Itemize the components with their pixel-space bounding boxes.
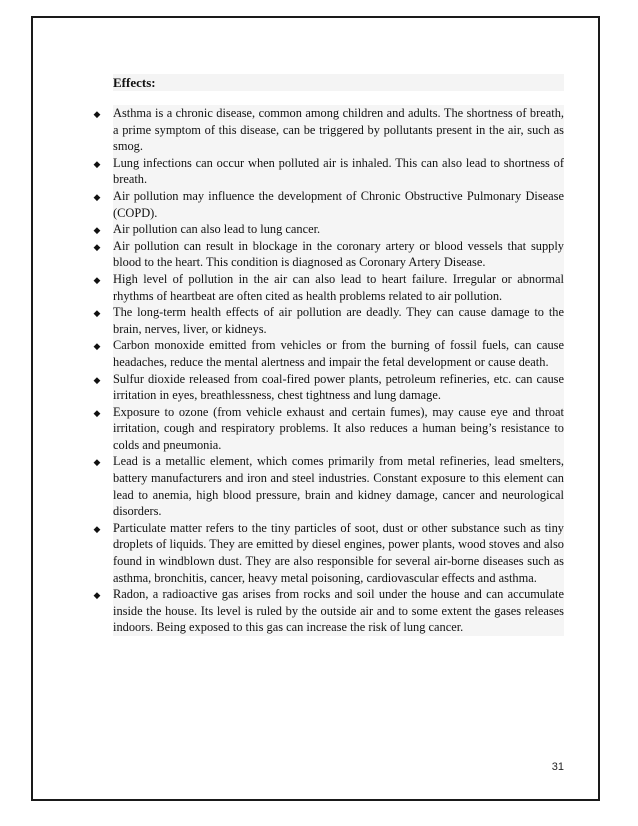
diamond-bullet-icon: ◆ [93, 109, 101, 119]
list-item [92, 155, 564, 188]
diamond-bullet-icon: ◆ [93, 308, 101, 319]
list-item-text: Sulfur dioxide released from coal-fired power plants, petroleum refineries, etc. can cause irritation in eyes, breathlessness, chest tightness and lung damage. [113, 371, 564, 403]
diamond-bullet-icon: ◆ [93, 407, 101, 418]
effects-list [92, 105, 564, 636]
diamond-bullet-icon: ◆ [93, 274, 101, 285]
page-number: 31 [551, 761, 564, 773]
list-item [92, 238, 564, 271]
list-item-text: Air pollution can result in blockage in the coronary artery or blood vessels that supply blood to the heart. This condition is diagnosed as Coronary Artery Disease. [113, 238, 564, 270]
list-item [92, 371, 564, 404]
diamond-bullet-icon: ◆ [93, 191, 101, 202]
diamond-bullet-icon: ◆ [93, 523, 101, 534]
list-item-text: Exposure to ozone (from vehicle exhaust and certain fumes), may cause eye and throat irritation, cough and respiratory problems. It also reduces a human being’s resistance to colds and pneumonia. [113, 404, 564, 452]
diamond-bullet-icon: ◆ [93, 457, 101, 468]
list-item-text: The long-term health effects of air pollution are deadly. They can cause damage to the brain, nerves, liver, or kidneys. [113, 305, 564, 336]
list-item [92, 337, 564, 370]
section-heading: Effects: [113, 74, 564, 91]
list-item-text: Radon, a radioactive gas arises from rocks and soil under the house and can accumulate inside the house. Its level is ruled by the outside air and to some extent the gases releases indoors. Being exposed to this gas can increase the risk of lung cancer. [113, 587, 564, 635]
list-item [92, 271, 564, 304]
list-item-text: Lead is a metallic element, which comes primarily from metal refineries, lead smelters, battery manufacturers and iron and steel industries. Constant exposure to this element can lead to anemia, high blood pressure, brain and kidney damage, cancer and neurological disorders. [113, 454, 564, 519]
diamond-bullet-icon: ◆ [93, 158, 101, 169]
list-item-text: Asthma is a chronic disease, common among children and adults. The shortness of breath, a prime symptom of this disease, can be triggered by pollutants present in the air, such as smog. [113, 106, 564, 154]
diamond-bullet-icon: ◆ [93, 590, 101, 601]
list-item-text: Carbon monoxide emitted from vehicles or from the burning of fossil fuels, can cause headaches, reduce the mental alertness and impair the fetal development or cause death. [113, 338, 564, 369]
diamond-bullet-icon: ◆ [93, 225, 101, 236]
list-item [92, 105, 564, 155]
diamond-bullet-icon: ◆ [93, 374, 101, 385]
list-item-text: Air pollution may influence the development of Chronic Obstructive Pulmonary Disease (COPD). [113, 188, 564, 220]
list-item-text: Particulate matter refers to the tiny particles of soot, dust or other substance such as tiny droplets of liquids. They are emitted by diesel engines, power plants, wood stoves and also found in windblown dust. They are also responsible for several air-borne diseases such as asthma, bronchitis, cancer, heavy metal poisoning, cardiovascular effects and asthma. [113, 520, 564, 585]
list-item-text: Lung infections can occur when polluted air is inhaled. This can also lead to shortness of breath. [113, 155, 564, 187]
list-item-text: High level of pollution in the air can also lead to heart failure. Irregular or abnormal rhythms of heartbeat are often cited as health problems related to air pollution. [113, 271, 564, 303]
diamond-bullet-icon: ◆ [93, 241, 101, 252]
list-item [92, 520, 564, 586]
list-item [92, 188, 564, 221]
list-item [92, 453, 564, 519]
diamond-bullet-icon: ◆ [93, 341, 101, 352]
list-item [92, 304, 564, 337]
list-item [92, 404, 564, 454]
list-item-text: Air pollution can also lead to lung cancer. [113, 221, 564, 238]
list-item [92, 221, 564, 238]
list-item [92, 586, 564, 636]
